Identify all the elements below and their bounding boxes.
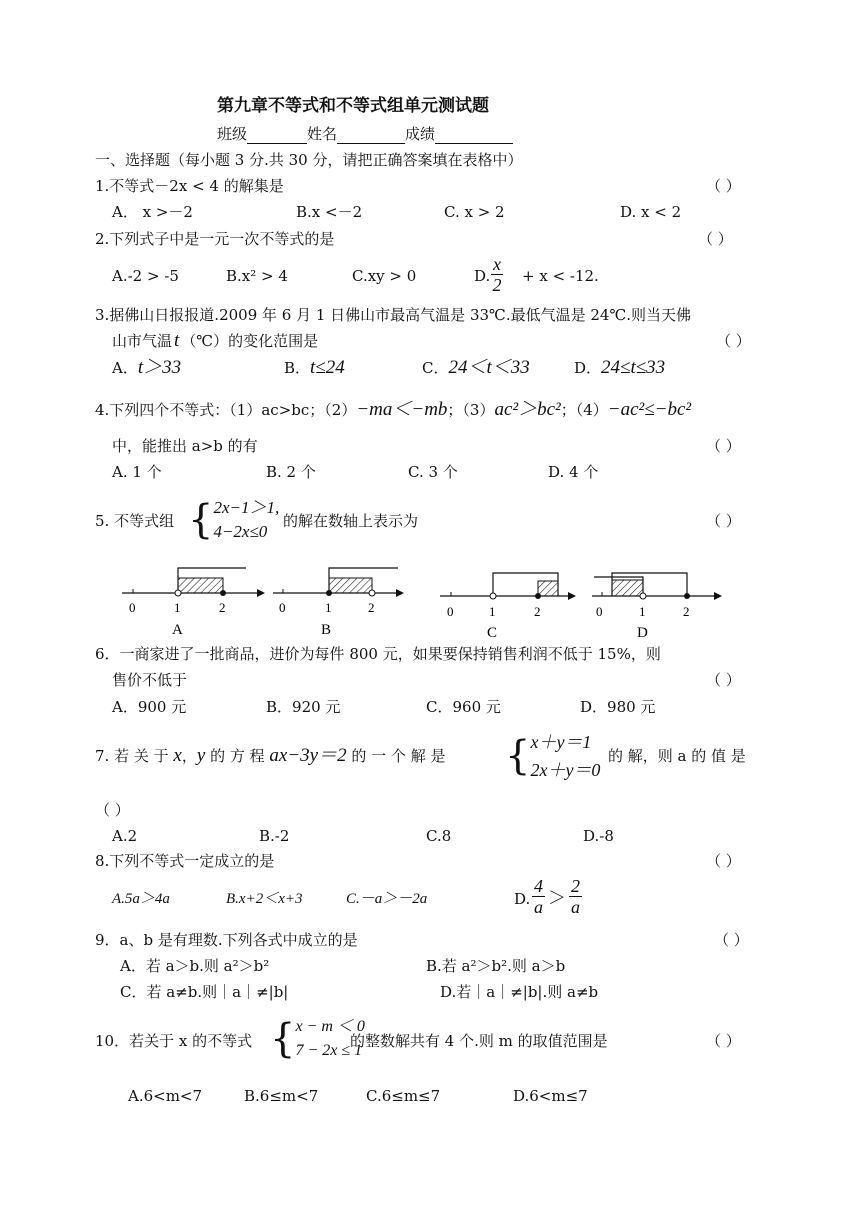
q5-a-tick-2: 2 xyxy=(219,600,226,615)
q5-diagram-a xyxy=(122,568,265,638)
q2-answer-paren[interactable]: （ ） xyxy=(698,230,733,248)
q1-option-b: B.x <－2 xyxy=(296,203,363,221)
q9-option-a: A．若 a＞b.则 a²＞b² xyxy=(120,957,270,975)
q3-option-c-label: C． xyxy=(422,359,449,377)
q7-comma: ， xyxy=(181,747,197,765)
q4-sep-3: ；（3） xyxy=(447,401,495,419)
q7-stem-line1 xyxy=(95,746,445,766)
q7-var-y: y xyxy=(196,745,206,766)
q3-option-a-expr: t＞33 xyxy=(137,357,182,378)
q2-option-d-label: D. xyxy=(474,267,491,285)
q2-frac-numerator: x xyxy=(493,254,501,274)
q5-label-d: D xyxy=(637,625,648,640)
q9-option-c: C．若 a≠b.则｜a｜≠|b| xyxy=(120,983,289,1001)
q4-expr-3: ac²＞bc² xyxy=(494,399,561,420)
q10-system: { x − m ＜ 0 7 − 2x ≤ 1 xyxy=(270,1016,365,1062)
q4-stem-text-a: 4.下列四个不等式：（1）ac>bc；（2） xyxy=(95,401,357,419)
q9-option-b: B.若 a²＞b².则 a＞b xyxy=(426,957,566,975)
q5-diagram-b xyxy=(273,568,404,638)
q5-c-tick-1: 1 xyxy=(489,604,496,619)
q5-sys-line1: 2x−1＞1, xyxy=(213,498,280,517)
q8-frac1-num: 4 xyxy=(534,876,543,896)
class-label: 班级 xyxy=(217,125,248,143)
q8-frac2-den: a xyxy=(571,897,580,917)
section-heading: 一、选择题（每小题 3 分.共 30 分，请把正确答案填在表格中） xyxy=(95,151,523,169)
q7-system: { x＋y＝1 2x＋y＝0 xyxy=(505,728,600,784)
q8-answer-paren[interactable]: （ ） xyxy=(706,852,741,870)
q8-frac1-den: a xyxy=(534,897,543,917)
q1-answer-paren[interactable]: （ ） xyxy=(706,177,741,195)
q2-frac-denominator: 2 xyxy=(492,275,502,295)
q7-option-a: A.2 xyxy=(112,827,138,845)
q9-stem: 9．a、b 是有理数.下列各式中成立的是 xyxy=(95,931,358,949)
q5-d-tick-0: 0 xyxy=(596,604,603,619)
q3-option-a-label: A． xyxy=(112,359,138,377)
q8-option-d-expr xyxy=(532,876,582,917)
q3-option-d xyxy=(574,358,665,378)
q3-answer-paren[interactable]: （ ） xyxy=(716,332,751,350)
q10-option-d: D.6<m≤7 xyxy=(513,1087,588,1105)
q5-b-tick-2: 2 xyxy=(368,600,375,615)
q5-b-tick-1: 1 xyxy=(325,600,332,615)
q2-option-d-fraction xyxy=(491,254,503,295)
q9-option-d: D.若｜a｜≠|b|.则 a≠b xyxy=(440,983,599,1001)
q10-sys-line1: x − m ＜ 0 xyxy=(295,1018,365,1035)
q5-a-tick-1: 1 xyxy=(174,600,181,615)
q10-option-a: A.6<m<7 xyxy=(128,1087,203,1105)
q7-stem-text-a: 7. 若 关 于 xyxy=(95,747,169,765)
q6-stem-line2: 售价不低于 xyxy=(112,671,188,689)
score-blank[interactable] xyxy=(435,127,513,144)
q5-c-tick-0: 0 xyxy=(447,604,454,619)
q6-option-d: D．980 元 xyxy=(580,698,656,716)
class-blank[interactable] xyxy=(247,127,307,144)
q8-gt: ＞ xyxy=(548,887,566,909)
q5-sys-line2: 4−2x≤0 xyxy=(213,522,268,541)
q4-sep-4: ；（4） xyxy=(560,401,608,419)
q10-answer-paren[interactable]: （ ） xyxy=(706,1032,741,1050)
q2-option-d-rest: + x < -12. xyxy=(522,267,599,285)
q8-option-d-label: D. xyxy=(514,890,531,908)
q4-option-d: D. 4 个 xyxy=(548,463,599,481)
q5-d-tick-1: 1 xyxy=(639,604,646,619)
q4-stem-line1 xyxy=(95,400,691,420)
q1-option-d: D. x < 2 xyxy=(620,203,682,221)
q8-frac2-num: 2 xyxy=(571,876,580,896)
q5-number-lines xyxy=(0,560,860,640)
q6-option-a: A．900 元 xyxy=(112,698,187,716)
q5-d-tick-2: 2 xyxy=(683,604,690,619)
q8-option-b: B.x+2＜x+3 xyxy=(226,891,303,907)
q4-expr-2: −ma＜−mb xyxy=(356,399,448,420)
q3-stem-line1: 3.据佛山日报报道.2009 年 6 月 1 日佛山市最高气温是 33℃.最低气温是 24℃.则当天佛 xyxy=(95,306,691,324)
q7-answer-paren[interactable]: （ ） xyxy=(95,801,130,819)
q7-sys-line2: 2x＋y＝0 xyxy=(530,760,601,780)
q5-stem-a: 5. 不等式组 xyxy=(95,512,175,530)
q7-equation: ax−3y＝2 xyxy=(269,745,347,766)
q3-option-b-label: B． xyxy=(284,359,311,377)
q6-stem-line1: 6．一商家进了一批商品，进价为每件 800 元，如果要保持销售利润不低于 15%，则 xyxy=(95,645,661,663)
q5-answer-paren[interactable]: （ ） xyxy=(706,512,741,530)
q8-option-a: A.5a＞4a xyxy=(112,891,170,907)
page-title: 第九章不等式和不等式组单元测试题 xyxy=(217,96,489,116)
q1-option-c: C. x > 2 xyxy=(444,203,505,221)
q9-answer-paren[interactable]: （ ） xyxy=(714,931,749,949)
q3-stem-text-a: 山市气温 xyxy=(112,332,173,350)
q3-option-d-label: D． xyxy=(574,359,602,377)
q7-var-x: x xyxy=(173,745,182,766)
q10-option-b: B.6≤m<7 xyxy=(244,1087,319,1105)
q5-c-tick-2: 2 xyxy=(534,604,541,619)
name-label: 姓名 xyxy=(307,125,338,143)
q4-option-a: A. 1 个 xyxy=(112,463,162,481)
score-label: 成绩 xyxy=(405,125,436,143)
q5-label-a: A xyxy=(172,622,183,638)
q3-var-t: t xyxy=(174,330,180,351)
q8-option-c: C.－a＞－2a xyxy=(346,891,428,907)
q10-stem-b: 的整数解共有 4 个.则 m 的取值范围是 xyxy=(350,1032,608,1050)
q7-stem-text-c: 的 一 个 解 是 xyxy=(351,747,446,765)
q4-option-b: B. 2 个 xyxy=(266,463,316,481)
q3-stem-line2 xyxy=(112,331,318,351)
q7-stem-text-d: 的 解，则 a 的 值 是 xyxy=(608,747,746,765)
q3-option-d-expr: 24≤t≤33 xyxy=(601,357,666,378)
q10-stem-a: 10．若关于 x 的不等式 xyxy=(95,1032,253,1050)
q5-b-tick-0: 0 xyxy=(279,600,286,615)
q7-sys-line1: x＋y＝1 xyxy=(530,732,592,752)
info-line xyxy=(217,124,513,144)
q2-option-c: C.xy > 0 xyxy=(352,267,417,285)
q10-sys-line2: 7 − 2x ≤ 1 xyxy=(295,1042,363,1059)
q3-option-b-expr: t≤24 xyxy=(310,357,345,378)
q3-stem-text-b: （℃）的变化范围是 xyxy=(181,332,319,350)
q5-a-tick-0: 0 xyxy=(129,600,136,615)
q3-option-b xyxy=(284,358,345,378)
q5-system: { 2x−1＞1, 4−2x≤0 xyxy=(188,497,280,543)
q4-option-c: C. 3 个 xyxy=(408,463,458,481)
q2-option-b: B.x² > 4 xyxy=(226,267,288,285)
q7-option-c: C.8 xyxy=(426,827,452,845)
q10-option-c: C.6≤m≤7 xyxy=(366,1087,441,1105)
q7-option-b: B.-2 xyxy=(259,827,290,845)
q8-stem: 8.下列不等式一定成立的是 xyxy=(95,852,275,870)
q5-label-c: C xyxy=(487,625,498,640)
q6-option-b: B．920 元 xyxy=(266,698,341,716)
q5-label-b: B xyxy=(321,622,332,638)
q2-option-a: A.-2 > -5 xyxy=(112,267,179,285)
q3-option-c-expr: 24＜t＜33 xyxy=(448,357,530,378)
q2-stem: 2.下列式子中是一元一次不等式的是 xyxy=(95,230,335,248)
q6-option-c: C．960 元 xyxy=(426,698,501,716)
q5-diagram-c xyxy=(440,573,576,640)
q7-stem-text-b: 的 方 程 xyxy=(210,747,265,765)
q7-option-d: D.-8 xyxy=(583,827,614,845)
q1-option-a: A． x >－2 xyxy=(112,203,193,221)
q3-option-a xyxy=(112,358,181,378)
q4-answer-paren[interactable]: （ ） xyxy=(706,437,741,455)
q4-stem-line2: 中，能推出 a>b 的有 xyxy=(112,437,258,455)
q5-stem-b: 的解在数轴上表示为 xyxy=(283,512,419,530)
q1-stem: 1.不等式－2x < 4 的解集是 xyxy=(95,177,284,195)
name-blank[interactable] xyxy=(337,127,405,144)
q3-option-c xyxy=(422,358,530,378)
q5-diagram-d xyxy=(592,573,722,640)
q4-expr-4: −ac²≤−bc² xyxy=(607,399,692,420)
q6-answer-paren[interactable]: （ ） xyxy=(706,671,741,689)
